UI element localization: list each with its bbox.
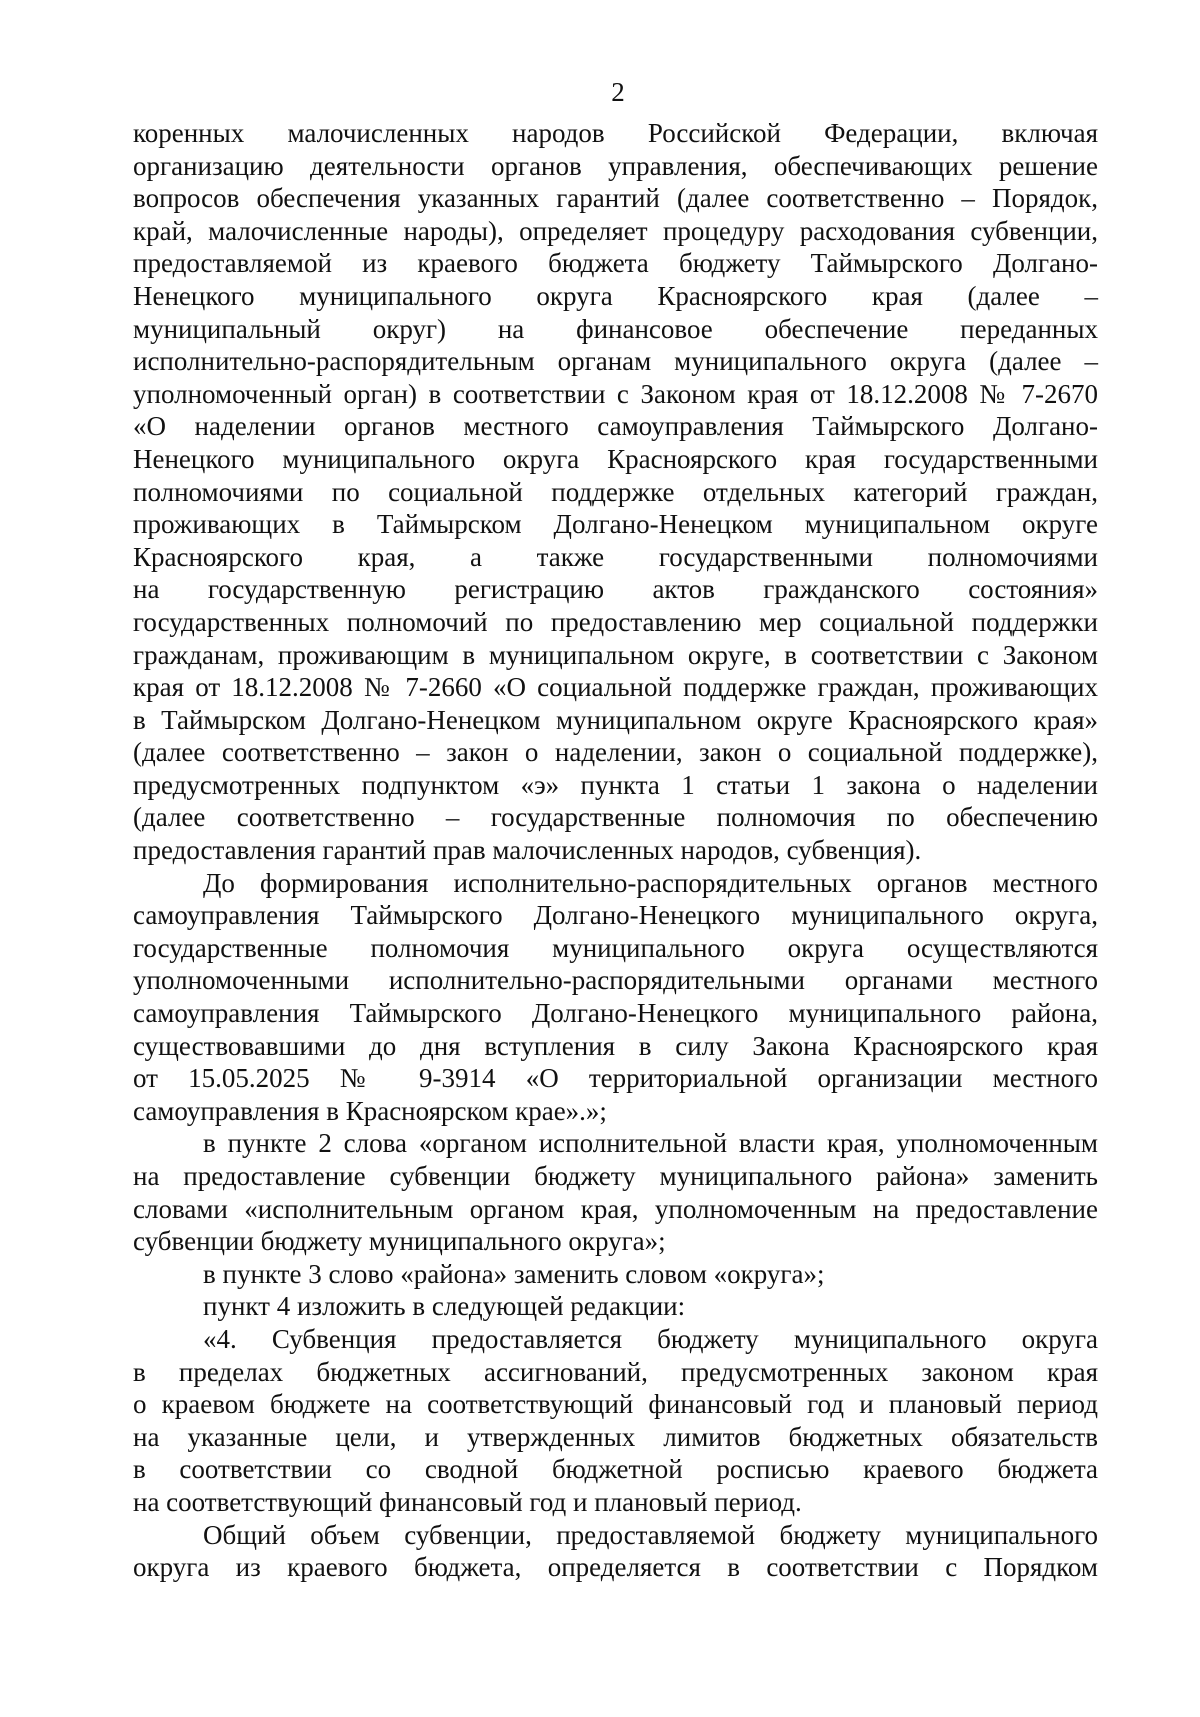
text-line: государственные полномочия муниципального округа осуществляются [133, 932, 1098, 963]
text-line: «О наделении органов местного самоуправления Таймырского Долгано- [133, 411, 1098, 442]
text-line: муниципальный округ) на финансовое обеспечение переданных [133, 313, 1098, 344]
text-line: в Таймырском Долгано-Ненецком муниципальном округе Красноярского края» [133, 704, 1098, 735]
text-line: край, малочисленные народы), определяет процедуру расходования субвенции, [133, 215, 1098, 246]
text-line: округа из краевого бюджета, определяется в соответствии с Порядком [133, 1552, 1098, 1583]
text-line: исполнительно-распорядительным органам муниципального округа (далее – [133, 346, 1098, 377]
text-line: (далее соответственно – закон о наделении, закон о социальной поддержке), [133, 737, 1098, 768]
text-line: в пункте 2 слова «органом исполнительной власти края, уполномоченным [203, 1128, 1098, 1159]
text-line: в пределах бюджетных ассигнований, предусмотренных законом края [133, 1356, 1098, 1387]
text-line: Ненецкого муниципального округа Красноярского края (далее – [133, 280, 1098, 311]
text-line: о краевом бюджете на соответствующий финансовый год и плановый период [133, 1389, 1098, 1420]
text-line: края от 18.12.2008 № 7-2660 «О социальной поддержке граждан, проживающих [133, 672, 1098, 703]
text-line: (далее соответственно – государственные полномочия по обеспечению [133, 802, 1098, 833]
text-line: Красноярского края, а также государственными полномочиями [133, 541, 1098, 572]
text-line: До формирования исполнительно-распорядительных органов местного [203, 867, 1098, 898]
text-line: в пункте 3 слово «района» заменить словом «округа»; [203, 1258, 825, 1289]
text-line: на соответствующий финансовый год и плановый период. [133, 1486, 802, 1517]
text-line: пункт 4 изложить в следующей редакции: [203, 1291, 686, 1322]
text-line: от 15.05.2025 № 9-3914 «О территориальной организации местного [133, 1063, 1098, 1094]
text-line: существовавшими до дня вступления в силу Закона Красноярского края [133, 1030, 1098, 1061]
text-line: «4. Субвенция предоставляется бюджету муниципального округа [203, 1323, 1098, 1354]
text-line: гражданам, проживающим в муниципальном округе, в соответствии с Законом [133, 639, 1098, 670]
text-line: коренных малочисленных народов Российской Федерации, включая [133, 118, 1098, 148]
text-line: полномочиями по социальной поддержке отдельных категорий граждан, [133, 476, 1098, 507]
text-line: предоставляемой из краевого бюджета бюджету Таймырского Долгано- [133, 248, 1098, 279]
text-line: предоставления гарантий прав малочисленных народов, субвенция). [133, 835, 922, 866]
text-line: Общий объем субвенции, предоставляемой бюджету муниципального [203, 1519, 1098, 1550]
text-line: Ненецкого муниципального округа Красноярского края государственными [133, 443, 1098, 474]
text-line: проживающих в Таймырском Долгано-Ненецком муниципальном округе [133, 509, 1098, 540]
text-line: предусмотренных подпунктом «э» пункта 1 статьи 1 закона о наделении [133, 769, 1098, 800]
document-body [133, 117, 1098, 1584]
text-line: уполномоченными исполнительно-распорядительными органами местного [133, 965, 1098, 996]
text-line: самоуправления Таймырского Долгано-Ненецкого муниципального округа, [133, 900, 1098, 931]
text-line: в соответствии со сводной бюджетной росписью краевого бюджета [133, 1454, 1098, 1485]
text-line: организацию деятельности органов управления, обеспечивающих решение [133, 150, 1098, 181]
text-line: самоуправления в Красноярском крае».»; [133, 1095, 607, 1126]
text-line: самоуправления Таймырского Долгано-Ненецкого муниципального района, [133, 998, 1098, 1029]
text-line: вопросов обеспечения указанных гарантий (далее соответственно – Порядок, [133, 183, 1098, 214]
text-line: на предоставление субвенции бюджету муниципального района» заменить [133, 1161, 1098, 1191]
text-line: словами «исполнительным органом края, уполномоченным на предоставление [133, 1193, 1098, 1224]
page-number: 2 [611, 77, 625, 107]
text-line: государственных полномочий по предоставлению мер социальной поддержки [133, 606, 1098, 637]
text-line: на государственную регистрацию актов гражданского состояния» [133, 574, 1098, 605]
text-line: на указанные цели, и утвержденных лимитов бюджетных обязательств [133, 1421, 1098, 1452]
text-line: субвенции бюджету муниципального округа»; [133, 1226, 666, 1257]
text-line: уполномоченный орган) в соответствии с Законом края от 18.12.2008 № 7-2670 [133, 378, 1098, 409]
